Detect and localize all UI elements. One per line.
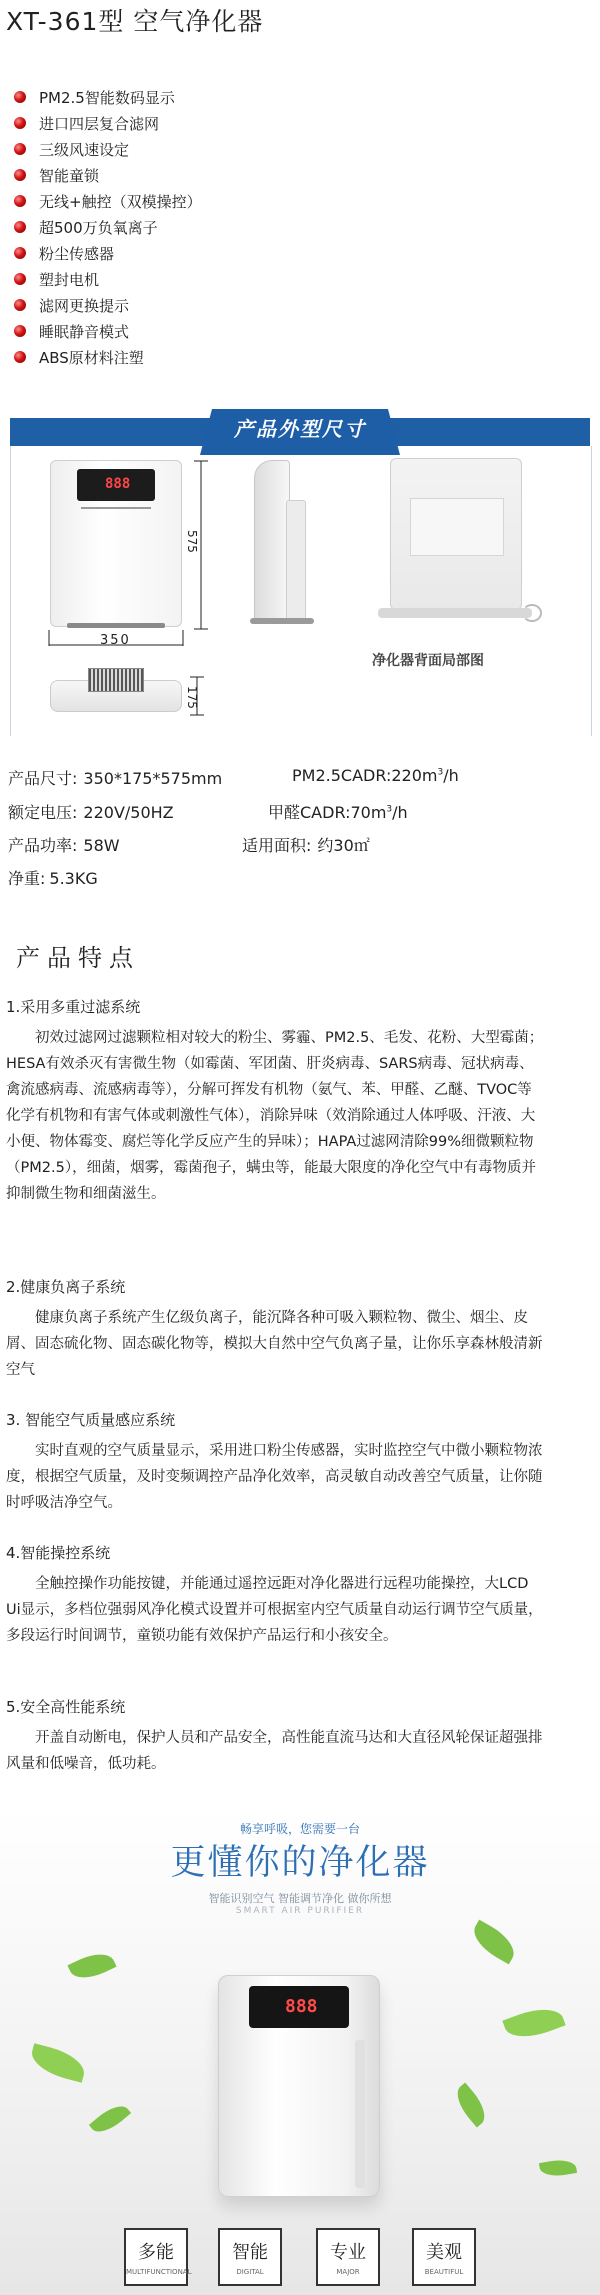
feature-label: 超500万负氧离子 [39, 218, 158, 237]
bullet-icon [14, 117, 26, 129]
purifier-top-view [50, 668, 180, 712]
purifier-side-view [250, 460, 316, 625]
bullet-icon [14, 299, 26, 311]
promo-english: SMART AIR PURIFIER [235, 1906, 365, 1916]
feature-label: 塑封电机 [39, 270, 100, 289]
height-dimension-label: 575 [185, 530, 199, 553]
promo-tagline: 畅享呼吸，您需要一台 [239, 1822, 360, 1836]
feature-label: 睡眠静音模式 [39, 322, 130, 341]
feature-section-3 [6, 1409, 546, 1516]
back-view-caption: 净化器背面局部图 [372, 653, 484, 669]
feature-section-4 [6, 1542, 546, 1649]
section-body: 开盖自动断电，保护人员和产品安全，高性能直流马达和大直径风轮保证超强排风量和低噪音，低功耗。 [6, 1730, 543, 1772]
section-body: 健康负离子系统产生亿级负离子，能沉降各种可吸入颗粒物、微尘、烟尘、皮屑、固态硫化物、固态碳化物等，模拟大自然中空气负离子量，让你乐享森林般清新空气 [6, 1310, 543, 1378]
feature-item [14, 162, 202, 188]
feature-item [14, 292, 202, 318]
section-title: 3. 智能空气质量感应系统 [6, 1411, 176, 1429]
feature-label: 三级风速设定 [39, 140, 130, 159]
feature-label: 无线+触控（双模操控） [39, 192, 202, 211]
badge-multifunctional: 多能 MULTIFUNCTIONAL [124, 2228, 188, 2286]
dimensions-banner-title: 产品外型尺寸 [234, 417, 366, 441]
badge-major: 专业 MAJOR [316, 2228, 380, 2286]
section-body: 实时直观的空气质量显示，采用进口粉尘传感器，实时监控空气中微小颗粒物浓度，根据空气质量，及时变频调控产品净化效率，高灵敏自动改善空气质量，让你随时呼吸洁净空气。 [6, 1443, 543, 1511]
feature-label: PM2.5智能数码显示 [39, 88, 175, 107]
front-base-feet [67, 623, 165, 628]
spec-formaldehyde-cadr: 甲醛$CADR:70m^3/h$ [268, 803, 408, 822]
bullet-icon [14, 351, 26, 363]
spec-pm25-cadr: $PM2.5CADR:220m^3/h$ [292, 766, 459, 785]
width-dimension-label: 350 [100, 633, 131, 648]
spec-size: 产品尺寸: 350*175*575mm [8, 769, 223, 788]
section-body: 初效过滤网过滤颗粒相对较大的粉尘、雾霾、PM2.5、毛发、花粉、大型霉菌；HESA有效杀灭有害微生物（如霉菌、军团菌、肝炎病毒、SARS病毒、冠状病毒、禽流感病毒、流感病毒等），分解可挥发有机物（氨气、苯、甲醛、乙醚、TVOC等化学有机物和有害气体或刺激性气体），消除异味（效消除通过人体呼吸、汗液、大小便、物体霉变、腐烂等化学反应产生的异味）；HAPA过滤网清除99%细微颗粒物（PM2.5），细菌，烟雾，霉菌孢子，螨虫等，能最大限度的净化空气中有毒物质并抑制微生物和细菌滋生。 [6, 1030, 544, 1202]
page-title: XT-361型 空气净化器 [6, 7, 264, 36]
bullet-icon [14, 91, 26, 103]
feature-label: 粉尘传感器 [39, 244, 115, 263]
promo-headline: 更懂你的净化器 [170, 1843, 430, 1883]
feature-item [14, 188, 202, 214]
feature-item [14, 136, 202, 162]
product-features-heading: 产品特点 [16, 944, 140, 972]
feature-item [14, 344, 202, 370]
feature-item [14, 110, 202, 136]
feature-section-2 [6, 1276, 546, 1383]
feature-item [14, 214, 202, 240]
bullet-icon [14, 273, 26, 285]
section-title: 5.安全高性能系统 [6, 1698, 126, 1716]
feature-label: ABS原材料注塑 [39, 348, 144, 367]
bullet-icon [14, 221, 26, 233]
purifier-front-view [50, 460, 182, 627]
feature-section-1 [6, 996, 546, 1207]
section-title: 2.健康负离子系统 [6, 1278, 126, 1296]
feature-item [14, 84, 202, 110]
spec-area: 适用面积: 约30㎡ [242, 836, 370, 855]
feature-item [14, 240, 202, 266]
purifier-back-view [378, 458, 538, 628]
promo-subline: 智能识别空气 智能调节净化 做你所想 [208, 1892, 392, 1905]
bullet-icon [14, 247, 26, 259]
feature-item [14, 318, 202, 344]
feature-list [14, 84, 202, 370]
promo-purifier-image [218, 1975, 380, 2197]
front-display-digits: 888 [105, 476, 131, 492]
feature-label: 智能童锁 [39, 166, 100, 185]
promo-control-panel [249, 1986, 349, 2028]
feature-label: 滤网更换提示 [39, 296, 130, 315]
feature-label: 进口四层复合滤网 [39, 114, 160, 133]
spec-weight: 净重: 5.3KG [8, 869, 98, 888]
bullet-icon [14, 195, 26, 207]
badge-digital: 智能 DIGITAL [218, 2228, 282, 2286]
section-title: 4.智能操控系统 [6, 1544, 111, 1562]
front-control-panel [77, 469, 155, 501]
feature-item [14, 266, 202, 292]
feature-section-5 [6, 1696, 546, 1777]
section-title: 1.采用多重过滤系统 [6, 998, 141, 1016]
badge-beautiful: 美观 BEAUTIFUL [412, 2228, 476, 2286]
section-body: 全触控操作功能按键，并能通过遥控远距对净化器进行远程功能操控，大LCD Ui显示，多档位强弱风净化模式设置并可根据室内空气质量自动运行调节空气质量，多段运行时间调节，童锁功能有效保护产品运行和小孩安全。 [6, 1576, 543, 1644]
promo-display-digits: 888 [285, 1996, 318, 2017]
front-brand-strip [81, 507, 151, 509]
spec-power: 产品功率: 58W [8, 836, 120, 855]
bullet-icon [14, 143, 26, 155]
bullet-icon [14, 325, 26, 337]
depth-dimension-label: 175 [185, 686, 199, 709]
spec-voltage: 额定电压: 220V/50HZ [8, 803, 174, 822]
bullet-icon [14, 169, 26, 181]
